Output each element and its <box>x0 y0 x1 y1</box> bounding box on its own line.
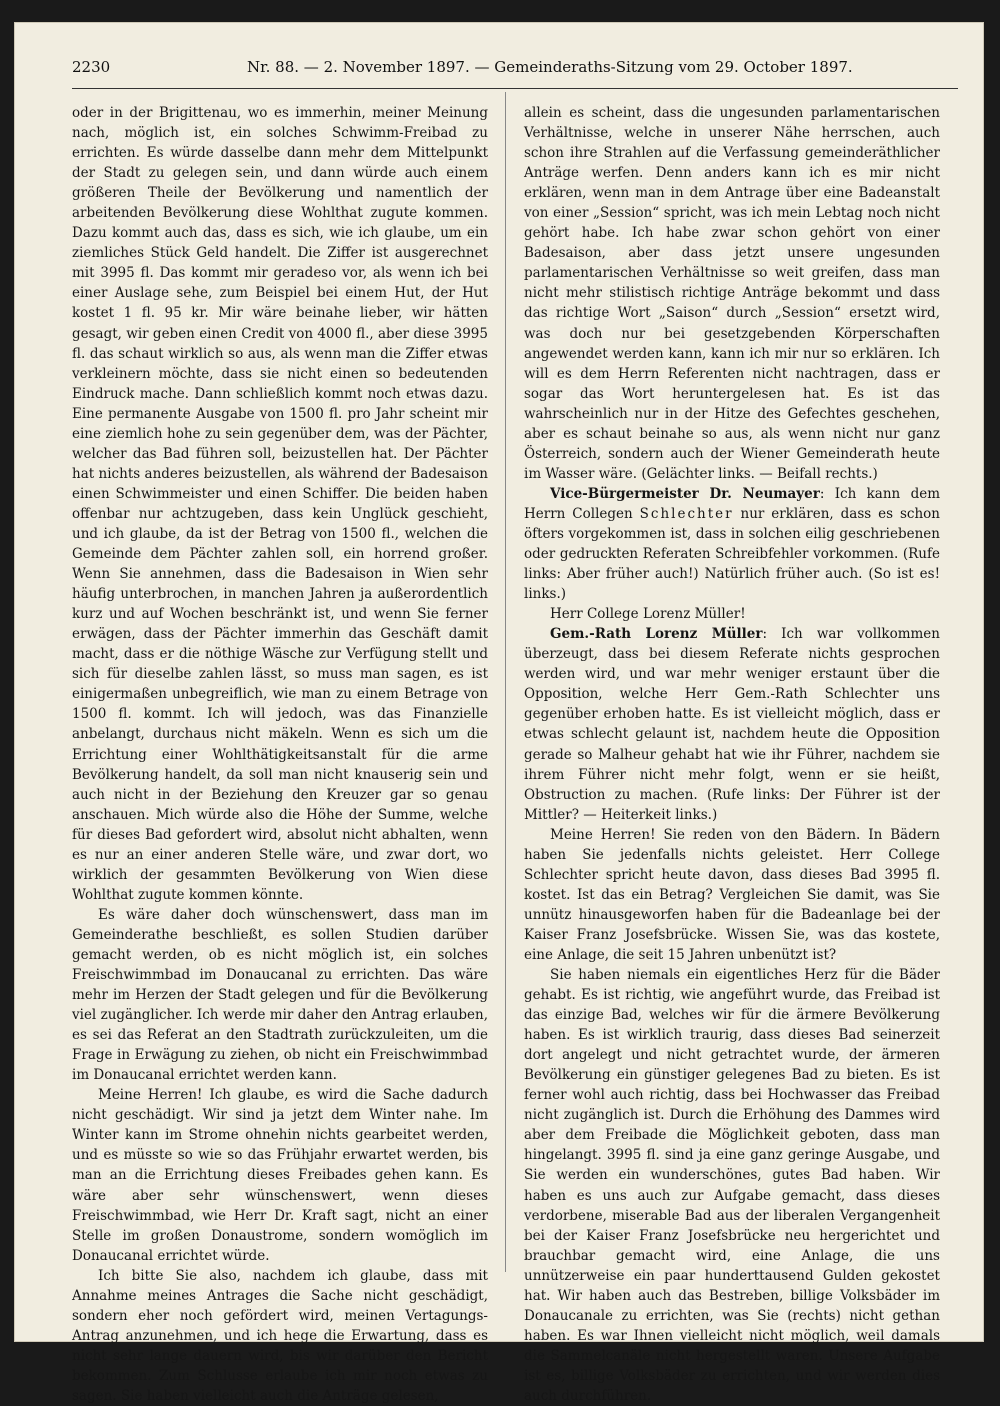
speech-text: : Ich kann dem Herrn Collegen <box>524 485 940 522</box>
speaker-name: Gem.-Rath Lorenz Müller <box>550 626 763 643</box>
paragraph: Es wäre daher doch wünschenswert, dass man im Gemeinderathe beschließt, es sollen Studien darüber gemacht werden, ob es nicht möglich ist, ein solches Freischwimmbad im Donaucanal zu errichten. Das wäre mehr im Herzen der Stadt gelegen und für die Bevölkerung viel zugänglicher. Ich werde mir daher den Antrag erlauben, es sei das Referat an den Stadtrath zurückzuleiten, um die Frage in Erwägung zu ziehen, ob nicht ein Freischwimmbad im Donaucanal errichtet werden kann. <box>72 906 488 1084</box>
speech-text: : Ich war vollkommen überzeugt, dass bei diesem Referate nichts gesprochen werden wird, und war mehr weniger erstaunt über die Opposition, welche Herr Gem.-Rath Schlechter uns gegenüber erhoben hatte. Es ist vielleicht möglich, dass er etwas schlecht gelaunt ist, nachdem heute die Opposition gerade so Malheur gehabt hat wie ihr Führer, nachdem sie ihrem Führer nicht mehr folgt, wenn er sie heißt, Obstruction zu machen. (Rufe links: Der Führer ist der Mittler? — Heiterkeit links.) <box>524 626 940 823</box>
paragraph: Sie haben niemals ein eigentliches Herz für die Bäder gehabt. Es ist richtig, wie angeführt wurde, das Freibad ist das einzige Bad, welches wir für die ärmere Bevölkerung haben. Es ist wirklich traurig, dass dieses Bad seinerzeit dort angelegt und nicht getrachtet wurde, der ärmeren Bevölkerung ein günstiger gelegenes Bad zu bieten. Es ist ferner wohl auch richtig, dass bei Hochwasser das Freibad nicht zugänglich ist. Durch die Erhöhung des Dammes wird aber dem Freibade die Möglichkeit geboten, dass man hingelangt. 3995 fl. sind ja eine ganz geringe Ausgabe, und Sie werden ein wunderschönes, gutes Bad haben. Wir haben es uns auch zur Aufgabe gemacht, dass dieses verdorbene, miserable Bad aus der liberalen Vergangenheit bei der Kaiser Franz Josefsbrücke neu hergerichtet und brauchbar gemacht wird, eine Anlage, die uns unnützerweise ein paar hunderttausend Gulden gekostet hat. Wir haben auch das Bestreben, billige Volksbäder im Donaucanale zu errichten, was Sie (rechts) nicht gethan haben. Es war Ihnen vielleicht nicht möglich, weil damals die Sammelcanäle nicht hergestellt waren. Unsere Aufgabe ist es, billige Volksbäder zu errichten, und wir werden dies auch durchführen. <box>524 967 940 1404</box>
paragraph: Meine Herren! Ich glaube, es wird die Sache dadurch nicht geschädigt. Wir sind ja jetzt dem Winter nahe. Im Winter kann im Strome ohnehin nichts gearbeitet werden, und es müsste so wie so das Frühjahr erwartet werden, bis man an die Errichtung dieses Freibades gehen kann. Es wäre aber sehr wünschenswert, wenn dieses Freischwimmbad, wie Herr Dr. Kraft sagt, nicht an einer Stelle im großen Donaustrome, sondern womöglich im Donaucanal errichtet würde. <box>72 1087 488 1264</box>
left-column <box>72 103 488 1406</box>
speech-paragraph <box>524 624 940 824</box>
speaker-name: Vice-Bürgermeister Dr. Neumayer <box>550 485 820 502</box>
page-number: 2230 <box>72 58 111 76</box>
speech-text: nur erklären, dass es schon öfters vorgekommen ist, dass in solchen eilig geschriebenen oder gedruckten Referaten Schreibfehler vorkommen. (Rufe links: Aber früher auch!) Natürlich früher auch. (So ist es! links.) <box>524 505 941 603</box>
spaced-name: Schlechter <box>639 505 734 522</box>
paragraph: allein es scheint, dass die ungesunden parlamentarischen Verhältnisse, welche in unserer Nähe herrschen, auch schon ihre Strahlen auf die Verfassung gemeinderäthlicher Anträge werfen. Denn anders kann ich es mir nicht erklären, wenn man in dem Antrage über eine Badeanstalt von einer „Session“ spricht, was ich mein Lebtag noch nicht gehört habe. Ich habe zwar schon gehört von einer Badesaison, aber dass jetzt unsere ungesunden parlamentarischen Verhältnisse so weit greifen, dass man nicht mehr stilistisch richtige Anträge bekommt und dass das richtige Wort „Saison“ durch „Session“ ersetzt wird, was doch nur bei gesetzgebenden Körperschaften angewendet werden kann, kann ich mir nur so erklären. Ich will es dem Herrn Referenten nicht nachtragen, dass er sogar das Wort heruntergelesen hat. Es ist das wahrscheinlich nur in der Hitze des Gefechtes geschehen, aber es schaut beinahe so aus, als wenn nicht nur ganz Österreich, sondern auch der Wiener Gemeinderath heute im Wasser wäre. (Gelächter links. — Beifall rechts.) <box>524 105 940 482</box>
running-title: Nr. 88. — 2. November 1897. — Gemeinderaths-Sitzung vom 29. October 1897. <box>247 58 853 76</box>
paragraph: oder in der Brigittenau, wo es immerhin, meiner Meinung nach, möglich ist, ein solches Schwimm-Freibad zu errichten. Es würde dasselbe dann mehr dem Mittelpunkt der Stadt zu gelegen sein, und dann würde auch einem größeren Theile der Bevölkerung und namentlich der arbeitenden Bevölkerung diese Wohlthat zugute kommen. Dazu kommt auch das, dass es sich, wie ich glaube, um ein ziemliches Stück Geld handelt. Die Ziffer ist ausgerechnet mit 3995 fl. Das kommt mir geradeso vor, als wenn ich bei einer Auslage sehe, zum Beispiel bei einem Hut, der Hut kostet 1 fl. 95 kr. Mir wäre beinahe lieber, wir hätten gesagt, wir geben einen Credit von 4000 fl., aber diese 3995 fl. das schaut wirklich so aus, als wenn man die Ziffer etwas verkleinern möchte, dass sie nicht einen so bedeutenden Eindruck mache. Dann schließlich kommt noch etwas dazu. Eine permanente Ausgabe von 1500 fl. pro Jahr scheint mir eine ziemlich hohe zu sein gegenüber dem, was der Pächter, welcher das Bad führen soll, beizustellen hat. Der Pächter hat nichts anderes beizustellen, als während der Badesaison einen Schwimmeister und einen Schiffer. Die beiden haben offenbar nur achtzugeben, dass kein Unglück geschieht, und ich glaube, da ist der Betrag von 1500 fl., welchen die Gemeinde dem Pächter zahlen soll, ein horrend großer. Wenn Sie annehmen, dass die Badesaison in Wien sehr häufig unterbrochen, in manchen Jahren ja außerordentlich kurz und auf Wochen beschränkt ist, und wenn Sie ferner erwägen, dass der Pächter immerhin das Geschäft damit macht, dass er die nöthige Wäsche zur Verfügung stellt und sich für dieselbe zahlen lässt, so muss man sagen, es ist einigermaßen unbegreiflich, wie man zu einem Betrage von 1500 fl. kommt. Ich will jedoch, was das Finanzielle anbelangt, durchaus nicht mäkeln. Wenn es sich um die Errichtung einer Wohlthätigkeitsanstalt für die arme Bevölkerung handelt, da soll man nicht knauserig sein und auch nicht in der Beziehung den Kreuzer gar so genau anschauen. Mich würde also die Höhe der Summe, welche für dieses Bad gefordert wird, absolut nicht abhalten, wenn es nur an einer anderen Stelle wäre, und zwar dort, wo wirklich der gesammten Bevölkerung von Wien diese Wohlthat zugute kommen könnte. <box>72 105 488 903</box>
paragraph: Herr College Lorenz Müller! <box>550 606 746 623</box>
header-rule <box>72 88 958 89</box>
right-column <box>524 103 940 1406</box>
paragraph: Meine Herren! Sie reden von den Bädern. In Bädern haben Sie jedenfalls nichts geleistet. Herr College Schlechter spricht heute davon, dass dieses Bad 3995 fl. kostet. Ist das ein Betrag? Vergleichen Sie damit, was Sie unnütz hinausgeworfen haben für die Badeanlage bei der Kaiser Franz Josefsbrücke. Wissen Sie, was das kostete, eine Anlage, die seit 15 Jahren unbenützt ist? <box>524 826 940 963</box>
paragraph: Ich bitte Sie also, nachdem ich glaube, dass mit Annahme meines Antrages die Sache nicht geschädigt, sondern eher noch gefördert wird, meinen Vertagungs-Antrag anzunehmen, und ich hege die Erwartung, dass es nicht sehr lange dauern wird, bis wir darüber den Bericht bekommen. Zum Schlusse erlaube ich mir noch etwas zu sagen. Sie haben vielleicht auch die Anträge gelesen, <box>72 1267 488 1404</box>
column-divider <box>505 92 506 1272</box>
speech-paragraph <box>524 484 940 604</box>
page-header <box>72 58 853 88</box>
